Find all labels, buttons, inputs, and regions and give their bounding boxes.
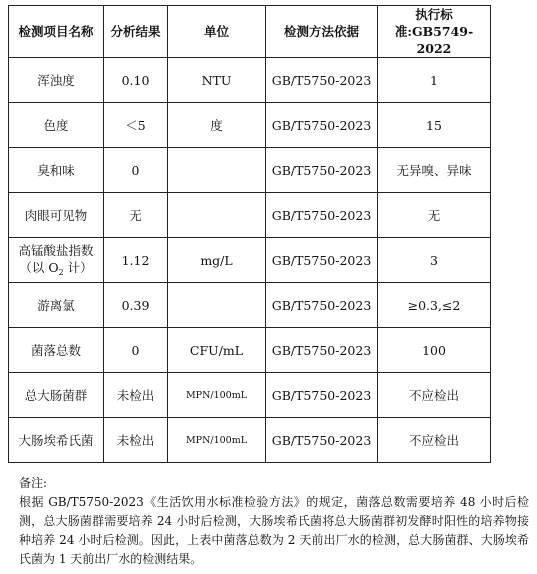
cell-unit	[168, 193, 266, 238]
cell-result: 0.10	[104, 58, 168, 103]
cell-standard: ≥0.3,≤2	[378, 283, 491, 328]
water-quality-table	[8, 5, 491, 463]
cell-unit	[168, 283, 266, 328]
cell-item-line2-pre: （以 O	[19, 260, 59, 275]
cell-result: 无	[104, 193, 168, 238]
cell-method: GB/T5750-2023	[266, 58, 378, 103]
cell-method: GB/T5750-2023	[266, 238, 378, 283]
cell-item: 浑浊度	[9, 58, 104, 103]
notes-heading: 备注:	[19, 476, 48, 490]
cell-standard: 无	[378, 193, 491, 238]
cell-method: GB/T5750-2023	[266, 328, 378, 373]
cell-unit: CFU/mL	[168, 328, 266, 373]
cell-result: 0	[104, 328, 168, 373]
cell-item-line2-post: 计）	[63, 260, 93, 275]
cell-method: GB/T5750-2023	[266, 283, 378, 328]
table-row	[9, 148, 491, 193]
cell-standard: 100	[378, 328, 491, 373]
header-standard-line2: 准:GB5749-2022	[394, 24, 474, 56]
cell-item: 菌落总数	[9, 328, 104, 373]
cell-result: 未检出	[104, 418, 168, 463]
cell-method: GB/T5750-2023	[266, 418, 378, 463]
cell-result: 1.12	[104, 238, 168, 283]
cell-item: 色度	[9, 103, 104, 148]
cell-standard: 无异嗅、异味	[378, 148, 491, 193]
header-result: 分析结果	[104, 6, 168, 58]
cell-method: GB/T5750-2023	[266, 373, 378, 418]
cell-standard: 不应检出	[378, 373, 491, 418]
cell-item-line2-sub: 2	[58, 268, 64, 277]
cell-unit: MPN/100mL	[168, 373, 266, 418]
table-row	[9, 283, 491, 328]
header-unit: 单位	[168, 6, 266, 58]
header-method: 检测方法依据	[266, 6, 378, 58]
cell-item: 游离氯	[9, 283, 104, 328]
cell-result: ＜5	[104, 103, 168, 148]
header-standard-line1: 执行标	[415, 7, 453, 22]
table-row	[9, 373, 491, 418]
cell-item: 总大肠菌群	[9, 373, 104, 418]
cell-unit: 度	[168, 103, 266, 148]
table-row	[9, 418, 491, 463]
cell-standard: 15	[378, 103, 491, 148]
cell-item	[9, 238, 104, 283]
cell-unit: MPN/100mL	[168, 418, 266, 463]
cell-item: 大肠埃希氏菌	[9, 418, 104, 463]
cell-standard: 3	[378, 238, 491, 283]
cell-item: 肉眼可见物	[9, 193, 104, 238]
cell-result: 0.39	[104, 283, 168, 328]
cell-standard: 1	[378, 58, 491, 103]
notes-section	[19, 474, 529, 569]
header-item: 检测项目名称	[9, 6, 104, 58]
cell-item-line1: 高锰酸盐指数	[18, 243, 94, 258]
table-row	[9, 193, 491, 238]
cell-unit: mg/L	[168, 238, 266, 283]
cell-unit: NTU	[168, 58, 266, 103]
cell-method: GB/T5750-2023	[266, 103, 378, 148]
cell-unit	[168, 148, 266, 193]
notes-body: 根据 GB/T5750-2023《生活饮用水标准检验方法》的规定，菌落总数需要培养 48 小时后检测，总大肠菌群需要培养 24 小时后检测，大肠埃希氏菌将总大肠菌群初发酵时阳性的培养物接种培养 24 小时后检测。因此，上表中菌落总数为 2 天前出厂水的检测，总大肠菌群、大肠埃希氏菌为 1 天前出厂水的检测结果。	[19, 495, 529, 566]
cell-result: 未检出	[104, 373, 168, 418]
table-row	[9, 58, 491, 103]
cell-item: 臭和味	[9, 148, 104, 193]
table-row	[9, 238, 491, 283]
cell-standard: 不应检出	[378, 418, 491, 463]
table-row	[9, 328, 491, 373]
cell-result: 0	[104, 148, 168, 193]
cell-method: GB/T5750-2023	[266, 148, 378, 193]
header-standard	[378, 6, 491, 58]
cell-method: GB/T5750-2023	[266, 193, 378, 238]
table-header-row	[9, 6, 491, 58]
table-row	[9, 103, 491, 148]
